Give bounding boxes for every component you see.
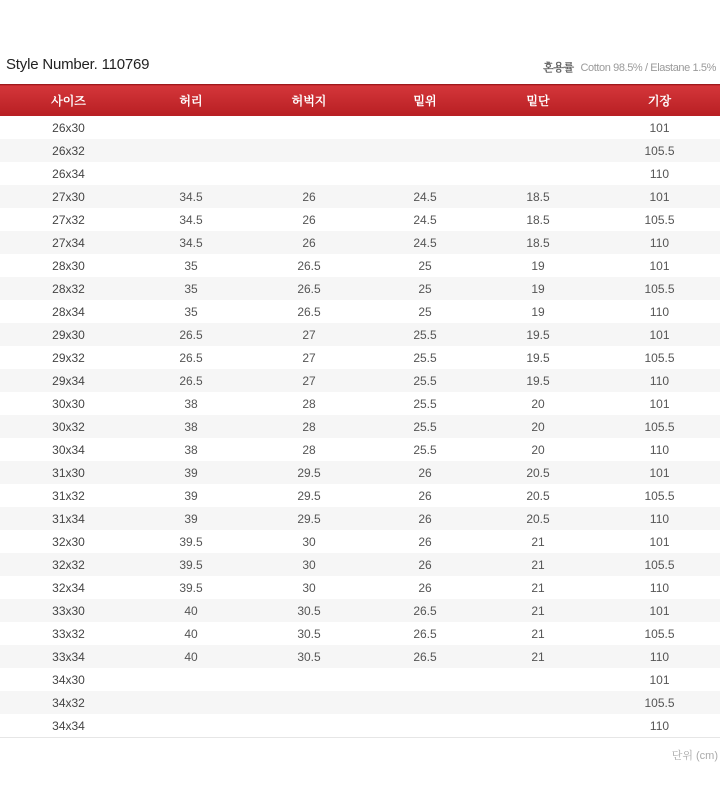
cell-size: 33x32	[52, 626, 85, 641]
cell-waist: 34.5	[137, 231, 245, 254]
cell-rise: 26	[418, 488, 432, 503]
cell-size: 30x30	[52, 396, 85, 411]
cell-thigh: 26.5	[245, 277, 373, 300]
cell-waist: 26.5	[137, 323, 245, 346]
cell-rise: 25.5	[413, 396, 437, 411]
style-number: Style Number. 110769	[6, 56, 150, 73]
cell-rise	[373, 714, 477, 738]
cell-length: 110	[599, 369, 720, 392]
cell-size: 28x34	[52, 304, 85, 319]
cell-waist: 34.5	[137, 185, 245, 208]
cell-waist	[137, 691, 245, 714]
cell-thigh	[245, 714, 373, 738]
cell-size: 32x32	[0, 553, 137, 576]
cell-size: 34x34	[0, 714, 137, 738]
table-row	[0, 622, 720, 645]
cell-hem: 20	[531, 442, 545, 457]
cell-thigh: 29.5	[245, 507, 373, 530]
cell-size: 30x32	[0, 415, 137, 438]
cell-waist: 39.5	[179, 534, 203, 549]
cell-size: 26x34	[52, 166, 85, 181]
cell-waist	[137, 714, 245, 738]
cell-size: 34x30	[52, 672, 85, 687]
cell-length: 105.5	[599, 691, 720, 714]
cell-thigh: 27	[302, 350, 316, 365]
cell-rise	[373, 116, 477, 139]
cell-rise	[373, 668, 477, 691]
table-row	[0, 231, 720, 254]
table-header-row	[0, 85, 720, 117]
cell-length: 110	[649, 304, 670, 319]
header-length: 기장	[599, 85, 720, 117]
cell-rise: 25	[418, 258, 432, 273]
cell-rise: 24.5	[373, 185, 477, 208]
table-row	[0, 461, 720, 484]
cell-thigh: 28	[245, 415, 373, 438]
cell-hem: 21	[531, 534, 545, 549]
cell-hem: 18.5	[477, 231, 599, 254]
cell-thigh: 26.5	[297, 304, 321, 319]
table-row	[0, 691, 720, 714]
table-row	[0, 553, 720, 576]
table-row	[0, 254, 720, 277]
cell-length: 110	[599, 507, 720, 530]
cell-waist: 34.5	[179, 212, 203, 227]
cell-hem	[477, 162, 599, 185]
cell-hem: 19.5	[477, 323, 599, 346]
cell-thigh: 27	[245, 323, 373, 346]
table-row	[0, 507, 720, 530]
fabric-composition	[543, 59, 716, 75]
cell-thigh: 30.5	[245, 645, 373, 668]
table-row	[0, 185, 720, 208]
cell-waist: 40	[137, 645, 245, 668]
table-row	[0, 208, 720, 231]
cell-length: 105.5	[644, 626, 675, 641]
cell-hem: 20.5	[526, 488, 550, 503]
cell-waist	[137, 668, 245, 691]
cell-length: 101	[649, 258, 670, 273]
cell-thigh: 30	[302, 534, 316, 549]
cell-size: 31x30	[0, 461, 137, 484]
cell-length: 105.5	[644, 488, 675, 503]
cell-hem: 20	[531, 396, 545, 411]
cell-waist: 39	[137, 507, 245, 530]
cell-length: 110	[599, 645, 720, 668]
cell-hem: 18.5	[477, 185, 599, 208]
cell-rise: 26.5	[373, 645, 477, 668]
cell-hem: 21	[477, 553, 599, 576]
header-thigh: 허벅지	[245, 85, 373, 117]
cell-waist: 26.5	[137, 369, 245, 392]
cell-length: 101	[599, 185, 720, 208]
cell-size: 26x30	[52, 120, 85, 135]
cell-rise: 25.5	[373, 323, 477, 346]
cell-length: 101	[599, 461, 720, 484]
table-row	[0, 438, 720, 461]
cell-length: 101	[599, 323, 720, 346]
table-row	[0, 392, 720, 415]
header-row	[0, 56, 720, 78]
cell-size: 32x34	[52, 580, 85, 595]
cell-thigh	[245, 116, 373, 139]
cell-waist: 26.5	[179, 350, 203, 365]
table-row	[0, 346, 720, 369]
cell-waist	[137, 162, 245, 185]
table-row	[0, 369, 720, 392]
cell-size: 34x32	[0, 691, 137, 714]
cell-waist: 35	[184, 304, 198, 319]
header-waist: 허리	[137, 85, 245, 117]
cell-thigh: 30	[245, 553, 373, 576]
cell-rise: 26	[373, 461, 477, 484]
cell-rise: 26	[373, 553, 477, 576]
table-row	[0, 484, 720, 507]
cell-size: 27x30	[0, 185, 137, 208]
cell-size: 27x34	[0, 231, 137, 254]
table-row	[0, 576, 720, 599]
cell-size: 28x30	[52, 258, 85, 273]
table-row	[0, 645, 720, 668]
cell-length: 105.5	[599, 277, 720, 300]
cell-rise: 26.5	[373, 599, 477, 622]
cell-hem: 20	[477, 415, 599, 438]
table-row	[0, 714, 720, 738]
cell-thigh: 26	[302, 212, 316, 227]
cell-hem: 18.5	[526, 212, 550, 227]
cell-rise: 26	[418, 534, 432, 549]
cell-hem: 19	[477, 277, 599, 300]
cell-waist: 39	[184, 488, 198, 503]
cell-length: 101	[649, 672, 670, 687]
cell-length: 110	[649, 580, 670, 595]
cell-thigh: 30	[302, 580, 316, 595]
cell-hem: 19	[531, 258, 545, 273]
cell-waist: 40	[137, 599, 245, 622]
cell-length: 110	[649, 442, 670, 457]
cell-thigh	[245, 162, 373, 185]
cell-rise	[373, 691, 477, 714]
size-table	[0, 84, 720, 738]
cell-rise: 25.5	[373, 415, 477, 438]
cell-length: 105.5	[644, 212, 675, 227]
cell-length: 101	[599, 599, 720, 622]
cell-thigh	[245, 668, 373, 691]
table-body	[0, 116, 720, 738]
cell-thigh: 29.5	[297, 488, 321, 503]
cell-waist: 39	[137, 461, 245, 484]
table-row	[0, 668, 720, 691]
cell-length: 105.5	[599, 139, 720, 162]
cell-size: 32x30	[52, 534, 85, 549]
cell-waist: 35	[184, 258, 198, 273]
cell-rise: 25	[373, 277, 477, 300]
cell-hem: 21	[531, 626, 545, 641]
cell-waist	[137, 116, 245, 139]
cell-waist: 39.5	[137, 553, 245, 576]
cell-waist: 38	[137, 415, 245, 438]
cell-waist: 40	[184, 626, 198, 641]
table-row	[0, 162, 720, 185]
header-size: 사이즈	[0, 85, 137, 117]
cell-thigh: 28	[302, 396, 316, 411]
cell-rise: 25.5	[373, 369, 477, 392]
cell-length: 110	[649, 166, 670, 181]
cell-rise: 24.5	[413, 212, 437, 227]
header-hem: 밑단	[477, 85, 599, 117]
cell-size: 26x32	[0, 139, 137, 162]
cell-hem: 19.5	[477, 369, 599, 392]
table-row	[0, 599, 720, 622]
cell-thigh	[245, 691, 373, 714]
cell-thigh: 29.5	[245, 461, 373, 484]
cell-size: 30x34	[52, 442, 85, 457]
cell-hem	[477, 116, 599, 139]
cell-hem: 20.5	[477, 461, 599, 484]
cell-length: 101	[649, 396, 670, 411]
cell-hem	[477, 668, 599, 691]
cell-thigh	[245, 139, 373, 162]
header-rise: 밑위	[373, 85, 477, 117]
cell-hem	[477, 139, 599, 162]
cell-thigh: 26	[245, 185, 373, 208]
cell-thigh: 26	[245, 231, 373, 254]
table-row	[0, 323, 720, 346]
cell-thigh: 30.5	[245, 599, 373, 622]
cell-hem: 19	[531, 304, 545, 319]
cell-size: 33x30	[0, 599, 137, 622]
cell-waist: 38	[184, 442, 198, 457]
cell-rise: 25	[418, 304, 432, 319]
cell-thigh: 27	[245, 369, 373, 392]
cell-length: 110	[599, 714, 720, 738]
table-row	[0, 116, 720, 139]
unit-note: 단위 (cm)	[671, 750, 718, 762]
cell-hem: 21	[531, 580, 545, 595]
cell-hem	[477, 691, 599, 714]
cell-size: 29x32	[52, 350, 85, 365]
cell-length: 110	[599, 231, 720, 254]
cell-length: 101	[649, 534, 670, 549]
cell-hem: 21	[477, 645, 599, 668]
composition-label: 혼용률	[543, 62, 574, 74]
cell-hem	[477, 714, 599, 738]
cell-waist: 35	[137, 277, 245, 300]
cell-thigh: 26.5	[297, 258, 321, 273]
cell-waist: 39.5	[179, 580, 203, 595]
cell-rise: 26	[418, 580, 432, 595]
composition-value: Cotton 98.5% / Elastane 1.5%	[580, 62, 716, 74]
cell-rise: 25.5	[413, 442, 437, 457]
cell-thigh: 30.5	[297, 626, 321, 641]
cell-size: 28x32	[0, 277, 137, 300]
cell-size: 31x32	[52, 488, 85, 503]
cell-hem: 20.5	[477, 507, 599, 530]
cell-rise: 26.5	[413, 626, 437, 641]
cell-length: 101	[649, 120, 670, 135]
cell-size: 27x32	[52, 212, 85, 227]
cell-waist: 38	[184, 396, 198, 411]
cell-size: 29x34	[0, 369, 137, 392]
cell-rise: 26	[373, 507, 477, 530]
cell-thigh: 28	[302, 442, 316, 457]
cell-size: 29x30	[0, 323, 137, 346]
cell-length: 105.5	[599, 553, 720, 576]
cell-hem: 19.5	[526, 350, 550, 365]
cell-rise	[373, 139, 477, 162]
cell-rise: 25.5	[413, 350, 437, 365]
cell-size: 31x34	[0, 507, 137, 530]
table-row	[0, 300, 720, 323]
table-row	[0, 530, 720, 553]
cell-size: 33x34	[0, 645, 137, 668]
cell-rise: 24.5	[373, 231, 477, 254]
cell-rise	[373, 162, 477, 185]
table-row	[0, 415, 720, 438]
cell-hem: 21	[477, 599, 599, 622]
cell-length: 105.5	[644, 350, 675, 365]
table-row	[0, 139, 720, 162]
cell-length: 105.5	[599, 415, 720, 438]
cell-waist	[137, 139, 245, 162]
table-row	[0, 277, 720, 300]
